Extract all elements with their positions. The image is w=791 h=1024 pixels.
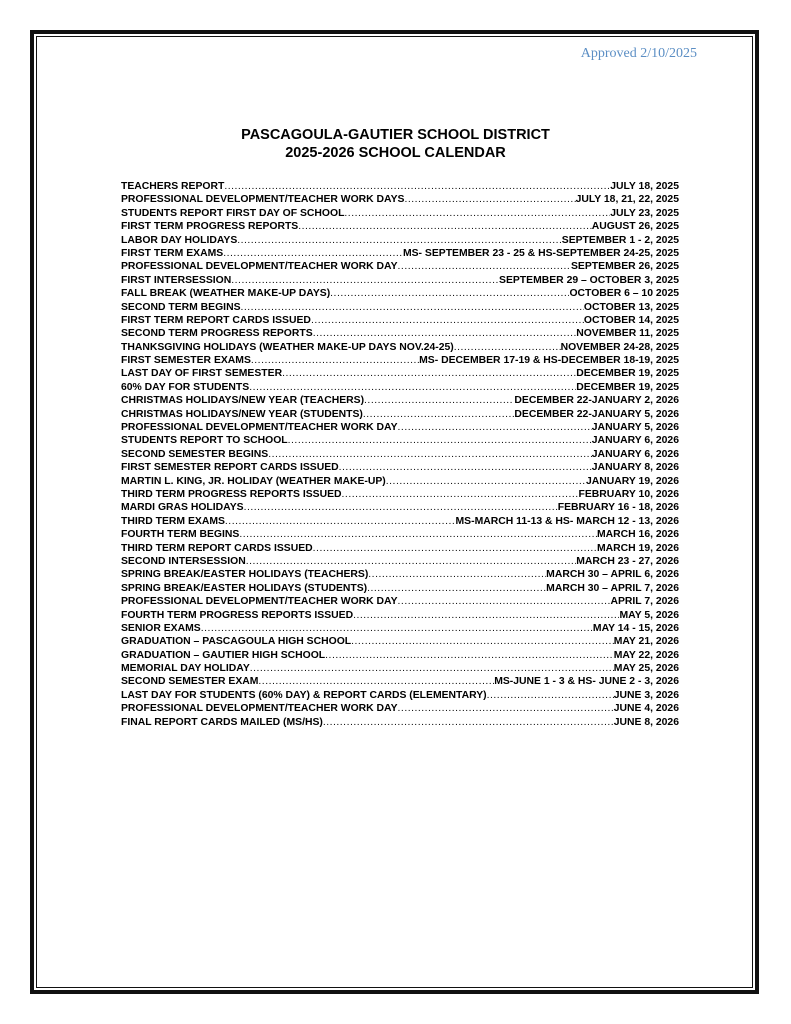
calendar-row <box>121 501 679 514</box>
event-date: JANUARY 8, 2026 <box>591 462 679 474</box>
event-date: JANUARY 6, 2026 <box>591 448 679 460</box>
event-name: SECOND SEMESTER EXAM <box>121 676 259 688</box>
dot-leader <box>398 595 611 608</box>
calendar-row <box>121 207 679 220</box>
event-date: MARCH 30 – APRIL 6, 2026 <box>546 569 679 581</box>
event-date: MARCH 19, 2026 <box>596 542 679 554</box>
dot-leader <box>313 542 597 555</box>
calendar-row <box>121 381 679 394</box>
dot-leader <box>244 501 558 514</box>
event-date: MS-MARCH 11-13 & HS- MARCH 12 - 13, 2026 <box>455 515 679 527</box>
event-name: MEMORIAL DAY HOLIDAY <box>121 663 250 675</box>
dot-leader <box>351 635 614 648</box>
calendar-row <box>121 367 679 380</box>
dot-leader <box>342 488 579 501</box>
dot-leader <box>239 528 597 541</box>
event-date: AUGUST 26, 2025 <box>591 221 679 233</box>
dot-leader <box>225 515 456 528</box>
event-name: PROFESSIONAL DEVELOPMENT/TEACHER WORK DAY <box>121 422 398 434</box>
event-date: DECEMBER 19, 2025 <box>576 381 679 393</box>
calendar-row <box>121 341 679 354</box>
event-name: MARTIN L. KING, JR. HOLIDAY (WEATHER MAKE-UP) <box>121 475 386 487</box>
calendar-row <box>121 220 679 233</box>
calendar-row <box>121 301 679 314</box>
calendar-row <box>121 287 679 300</box>
event-name: PROFESSIONAL DEVELOPMENT/TEACHER WORK DAY <box>121 703 398 715</box>
calendar-row <box>121 247 679 260</box>
event-name: FIRST SEMESTER EXAMS <box>121 355 251 367</box>
event-name: STUDENTS REPORT TO SCHOOL <box>121 435 288 447</box>
event-name: TEACHERS REPORT <box>121 181 225 192</box>
event-date: MAY 5, 2026 <box>619 609 679 621</box>
event-date: JANUARY 5, 2026 <box>591 422 679 434</box>
event-date: MAY 21, 2026 <box>613 636 679 648</box>
calendar-row <box>121 408 679 421</box>
event-name: FINAL REPORT CARDS MAILED (MS/HS) <box>121 716 323 728</box>
calendar-row <box>121 327 679 340</box>
dot-leader <box>339 461 592 474</box>
event-date: DECEMBER 22-JANUARY 5, 2026 <box>514 408 679 420</box>
dot-leader <box>353 609 619 622</box>
event-name: PROFESSIONAL DEVELOPMENT/TEACHER WORK DAYS <box>121 194 405 206</box>
event-date: JUNE 8, 2026 <box>613 716 679 728</box>
event-name: 60% DAY FOR STUDENTS <box>121 381 250 393</box>
dot-leader <box>398 702 614 715</box>
event-date: JANUARY 6, 2026 <box>591 435 679 447</box>
event-date: JULY 18, 21, 22, 2025 <box>575 194 679 206</box>
event-name: GRADUATION – PASCAGOULA HIGH SCHOOL <box>121 636 352 648</box>
calendar-list <box>121 180 679 729</box>
event-date: DECEMBER 22-JANUARY 2, 2026 <box>514 395 679 407</box>
dot-leader <box>344 207 610 220</box>
event-name: SECOND TERM PROGRESS REPORTS <box>121 328 313 340</box>
approved-note: Approved 2/10/2025 <box>580 46 697 61</box>
calendar-row <box>121 542 679 555</box>
dot-leader <box>224 180 610 193</box>
dot-leader <box>386 475 586 488</box>
calendar-row <box>121 595 679 608</box>
event-name: THIRD TERM REPORT CARDS ISSUED <box>121 542 313 554</box>
dot-leader <box>487 689 614 702</box>
dot-leader <box>313 327 577 340</box>
calendar-title: 2025-2026 SCHOOL CALENDAR <box>285 145 506 161</box>
event-name: FALL BREAK (WEATHER MAKE-UP DAYS) <box>121 288 331 300</box>
calendar-row <box>121 582 679 595</box>
event-name: SECOND INTERSESSION <box>121 555 246 567</box>
calendar-row <box>121 193 679 206</box>
event-name: CHRISTMAS HOLIDAYS/NEW YEAR (TEACHERS) <box>121 395 365 407</box>
calendar-row <box>121 488 679 501</box>
dot-leader <box>258 675 494 688</box>
dot-leader <box>398 421 592 434</box>
event-date: SEPTEMBER 29 – OCTOBER 3, 2025 <box>499 274 679 286</box>
dot-leader <box>288 434 592 447</box>
event-date: OCTOBER 14, 2025 <box>583 314 679 326</box>
district-title: PASCAGOULA-GAUTIER SCHOOL DISTRICT <box>241 127 550 143</box>
event-date: MAY 22, 2026 <box>613 649 679 661</box>
calendar-row <box>121 675 679 688</box>
event-date: NOVEMBER 11, 2025 <box>576 328 679 340</box>
event-date: JULY 18, 2025 <box>610 181 679 192</box>
calendar-row <box>121 635 679 648</box>
dot-leader <box>268 448 592 461</box>
dot-leader <box>201 622 593 635</box>
event-name: FIRST INTERSESSION <box>121 274 232 286</box>
event-date: MS- SEPTEMBER 23 - 25 & HS-SEPTEMBER 24-25, 2025 <box>402 247 679 259</box>
event-name: FIRST TERM PROGRESS REPORTS <box>121 221 299 233</box>
event-date: FEBRUARY 10, 2026 <box>578 488 679 500</box>
dot-leader <box>363 408 515 421</box>
dot-leader <box>454 341 561 354</box>
dot-leader <box>241 301 584 314</box>
event-date: MAY 14 - 15, 2026 <box>592 622 679 634</box>
event-name: PROFESSIONAL DEVELOPMENT/TEACHER WORK DAY <box>121 596 398 608</box>
calendar-row <box>121 662 679 675</box>
event-name: PROFESSIONAL DEVELOPMENT/TEACHER WORK DAY <box>121 261 398 273</box>
calendar-row <box>121 716 679 729</box>
event-name: FOURTH TERM PROGRESS REPORTS ISSUED <box>121 609 354 621</box>
calendar-row <box>121 234 679 247</box>
calendar-row <box>121 475 679 488</box>
event-date: SEPTEMBER 26, 2025 <box>571 261 679 273</box>
event-name: FIRST TERM EXAMS <box>121 247 224 259</box>
event-name: SPRING BREAK/EASTER HOLIDAYS (STUDENTS) <box>121 582 368 594</box>
dot-leader <box>323 716 614 729</box>
event-name: GRADUATION – GAUTIER HIGH SCHOOL <box>121 649 326 661</box>
event-name: THIRD TERM PROGRESS REPORTS ISSUED <box>121 488 342 500</box>
event-date: MS- DECEMBER 17-19 & HS-DECEMBER 18-19, 2025 <box>419 355 679 367</box>
event-name: SPRING BREAK/EASTER HOLIDAYS (TEACHERS) <box>121 569 369 581</box>
event-name: THIRD TERM EXAMS <box>121 515 225 527</box>
dot-leader <box>404 193 575 206</box>
event-date: JUNE 3, 2026 <box>613 689 679 701</box>
event-date: MARCH 30 – APRIL 7, 2026 <box>546 582 679 594</box>
event-date: MARCH 23 - 27, 2026 <box>576 555 679 567</box>
calendar-row <box>121 649 679 662</box>
calendar-row <box>121 274 679 287</box>
event-date: JULY 23, 2025 <box>610 207 679 219</box>
calendar-row <box>121 609 679 622</box>
dot-leader <box>250 662 614 675</box>
calendar-row <box>121 314 679 327</box>
dot-leader <box>367 582 546 595</box>
event-name: CHRISTMAS HOLIDAYS/NEW YEAR (STUDENTS) <box>121 408 363 420</box>
calendar-row <box>121 515 679 528</box>
dot-leader <box>298 220 592 233</box>
dot-leader <box>398 260 571 273</box>
event-date: SEPTEMBER 1 - 2, 2025 <box>561 234 679 246</box>
calendar-row <box>121 354 679 367</box>
event-name: SECOND TERM BEGINS <box>121 301 241 313</box>
event-name: SENIOR EXAMS <box>121 622 201 634</box>
calendar-row <box>121 421 679 434</box>
calendar-row <box>121 448 679 461</box>
calendar-row <box>121 180 679 193</box>
event-date: DECEMBER 19, 2025 <box>576 368 679 380</box>
dot-leader <box>282 367 576 380</box>
event-date: FEBRUARY 16 - 18, 2026 <box>557 502 679 514</box>
dot-leader <box>368 568 546 581</box>
dot-leader <box>330 287 569 300</box>
event-date: MARCH 16, 2026 <box>596 529 679 541</box>
calendar-row <box>121 260 679 273</box>
dot-leader <box>231 274 499 287</box>
event-date: JANUARY 19, 2026 <box>586 475 679 487</box>
calendar-row <box>121 689 679 702</box>
event-name: LAST DAY FOR STUDENTS (60% DAY) & REPORT CARDS (ELEMENTARY) <box>121 689 487 701</box>
calendar-row <box>121 568 679 581</box>
event-name: STUDENTS REPORT FIRST DAY OF SCHOOL <box>121 207 345 219</box>
event-date: OCTOBER 6 – 10 2025 <box>569 288 679 300</box>
event-name: LABOR DAY HOLIDAYS <box>121 234 238 246</box>
dot-leader <box>325 649 614 662</box>
event-date: MS-JUNE 1 - 3 & HS- JUNE 2 - 3, 2026 <box>494 676 679 688</box>
dot-leader <box>251 354 419 367</box>
event-date: OCTOBER 13, 2025 <box>583 301 679 313</box>
calendar-row <box>121 702 679 715</box>
dot-leader <box>246 555 576 568</box>
dot-leader <box>237 234 562 247</box>
calendar-row <box>121 528 679 541</box>
event-name: FIRST TERM REPORT CARDS ISSUED <box>121 314 311 326</box>
calendar-row <box>121 394 679 407</box>
event-name: MARDI GRAS HOLIDAYS <box>121 502 244 514</box>
event-name: FIRST SEMESTER REPORT CARDS ISSUED <box>121 462 339 474</box>
event-name: LAST DAY OF FIRST SEMESTER <box>121 368 283 380</box>
calendar-row <box>121 555 679 568</box>
event-name: FOURTH TERM BEGINS <box>121 529 240 541</box>
dot-leader <box>249 381 576 394</box>
event-name: THANKSGIVING HOLIDAYS (WEATHER MAKE-UP DAYS NOV.24-25) <box>121 341 454 353</box>
dot-leader <box>223 247 403 260</box>
dot-leader <box>311 314 584 327</box>
calendar-row <box>121 461 679 474</box>
event-date: APRIL 7, 2026 <box>610 596 679 608</box>
event-date: JUNE 4, 2026 <box>613 703 679 715</box>
event-date: MAY 25, 2026 <box>613 663 679 675</box>
dot-leader <box>364 394 514 407</box>
calendar-row <box>121 622 679 635</box>
calendar-row <box>121 434 679 447</box>
event-date: NOVEMBER 24-28, 2025 <box>560 341 679 353</box>
event-name: SECOND SEMESTER BEGINS <box>121 448 269 460</box>
